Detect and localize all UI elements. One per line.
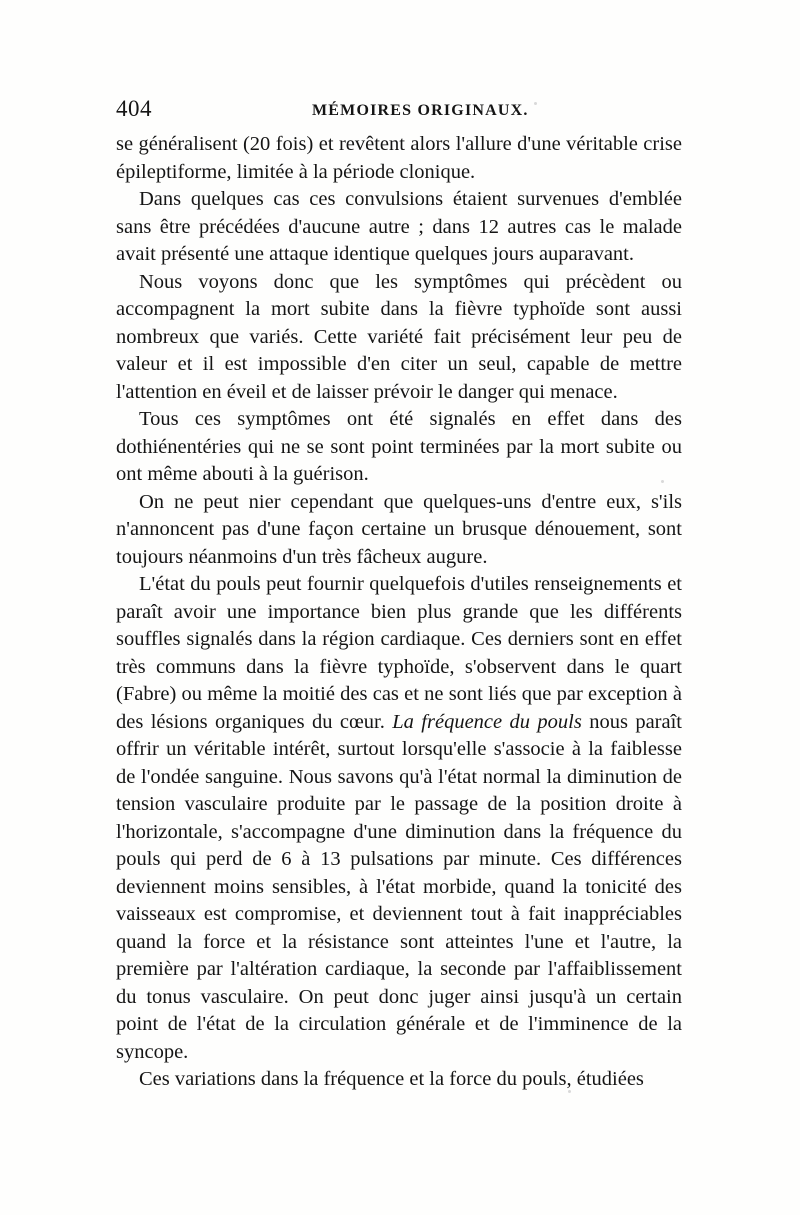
paragraph: Tous ces symptômes ont été signalés en effet dans des dothiénentéries qui ne se sont point terminées par la mort subite ou ont même abouti à la guérison.	[116, 408, 682, 485]
paragraph: Ces variations dans la fréquence et la force du pouls, étudiées	[139, 1068, 644, 1090]
paragraph	[116, 571, 682, 1066]
print-speckle	[534, 102, 537, 105]
paragraph-text: L'état du pouls peut fournir quelquefois d'utiles renseignements et paraît avoir une importance bien plus grande que les différents souffles signalés dans la région cardiaque. Ces derniers sont en effet très communs dans la fièvre typhoïde, s'observent dans le quart (Fabre) ou même la moitié des cas et ne sont liés que par exception à des lésions organiques du cœur.	[116, 573, 682, 733]
running-head	[116, 96, 680, 126]
page-number: 404	[116, 96, 152, 121]
paragraph: On ne peut nier cependant que quelques-uns d'entre eux, s'ils n'annoncent pas d'une façon certaine un brusque dénouement, sont toujours néanmoins d'un très fâcheux augure.	[116, 490, 682, 568]
paragraph: se généralisent (20 fois) et revêtent alors l'allure d'une véritable crise épileptiforme, limitée à la période clonique.	[116, 133, 682, 183]
print-speckle	[568, 1090, 571, 1093]
body-text	[116, 131, 682, 1094]
italic-phrase: La fréquence du pouls	[392, 710, 582, 733]
paragraph: Nous voyons donc que les symptômes qui précèdent ou accompagnent la mort subite dans la fièvre typhoïde sont aussi nombreux que variés. Cette variété fait précisément leur peu de valeur et il est impossible d'en citer un seul, capable de mettre l'attention en éveil et de laisser prévoir le danger qui menace.	[116, 270, 682, 403]
paragraph: Dans quelques cas ces convulsions étaient survenues d'emblée sans être précédées d'aucune autre ; dans 12 autres cas le malade avait présenté une attaque identique quelques jours auparavant.	[116, 188, 682, 265]
print-speckle	[661, 480, 664, 483]
paragraph-text: nous paraît offrir un véritable intérêt, surtout lorsqu'elle s'associe à la faiblesse de l'ondée sanguine. Nous savons qu'à l'état normal la diminution de tension vasculaire produite par le passage de la position droite à l'horizontale, s'accompagne d'une diminution dans la fréquence du pouls qui perd de 6 à 13 pulsations par minute. Ces différences deviennent moins sensibles, à l'état morbide, quand la tonicité des vaisseaux est compromise, et deviennent tout à fait inappréciables quand la force et la résistance sont atteintes l'une et l'autre, la première par l'altération cardiaque, la seconde par l'affaiblissement du tonus vasculaire. On peut donc juger ainsi jusqu'à un certain point de l'état de la circulation générale et de l'imminence de la syncope.	[116, 710, 682, 1063]
running-title: MÉMOIRES ORIGINAUX.	[312, 102, 529, 119]
